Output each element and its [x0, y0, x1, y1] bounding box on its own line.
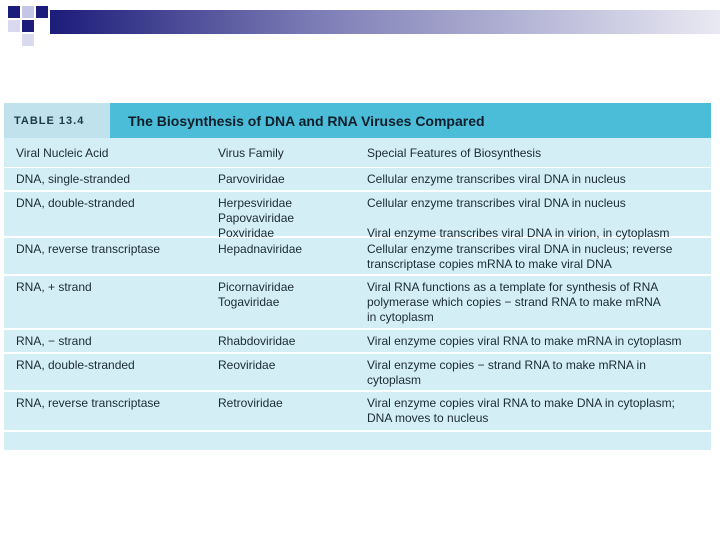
family-name: Parvoviridae — [218, 172, 285, 186]
feature-line — [367, 211, 711, 226]
cell-virus-family — [206, 392, 355, 430]
feature-line: cytoplasm — [367, 373, 422, 387]
feature-line: in cytoplasm — [367, 310, 434, 324]
family-name: Retroviridae — [218, 396, 283, 410]
feature-line: Cellular enzyme transcribes viral DNA in nucleus — [367, 172, 626, 186]
feature-line: DNA moves to nucleus — [367, 411, 489, 425]
family-name: Reoviridae — [218, 358, 276, 372]
decor-square — [22, 34, 34, 46]
table-row — [4, 192, 711, 238]
cell-nucleic-acid: RNA, + strand — [16, 280, 92, 294]
family-name: Herpesviridae — [218, 196, 293, 210]
table-header-row — [4, 138, 711, 168]
table-label: TABLE 13.4 — [4, 103, 110, 138]
cell-features — [355, 168, 711, 190]
cell-virus-family — [206, 168, 355, 190]
feature-line: Cellular enzyme transcribes viral DNA in nucleus — [367, 196, 626, 210]
column-header-acid: Viral Nucleic Acid — [16, 145, 109, 160]
family-name: Picornaviridae — [218, 280, 295, 294]
decor-square — [8, 20, 20, 32]
cell-nucleic-acid: RNA, − strand — [16, 334, 92, 348]
slide-header-bar — [50, 10, 720, 34]
decor-square — [22, 20, 34, 32]
cell-virus-family — [206, 192, 355, 241]
comparison-table — [4, 103, 711, 450]
table-title: The Biosynthesis of DNA and RNA Viruses Compared — [128, 112, 485, 129]
family-name: Rhabdoviridae — [218, 334, 296, 348]
decor-square — [8, 6, 20, 18]
table-row — [4, 392, 711, 432]
family-name: Papovaviridae — [218, 211, 295, 225]
feature-line: Viral enzyme copies viral RNA to make mRNA in cytoplasm — [367, 334, 682, 348]
table-row — [4, 276, 711, 330]
table-row — [4, 168, 711, 192]
cell-nucleic-acid: RNA, reverse transcriptase — [16, 396, 161, 410]
cell-nucleic-acid: DNA, single-stranded — [16, 172, 131, 186]
feature-line: Viral RNA functions as a template for synthesis of RNA — [367, 280, 659, 294]
feature-line: Viral enzyme copies − strand RNA to make mRNA in — [367, 358, 646, 372]
table-row — [4, 354, 711, 392]
cell-virus-family — [206, 354, 355, 390]
cell-features — [355, 238, 711, 274]
decor-square — [22, 6, 34, 18]
column-header-features: Special Features of Biosynthesis — [367, 145, 542, 160]
cell-virus-family — [206, 238, 355, 274]
table-body — [4, 168, 711, 432]
family-name: Poxviridae — [218, 226, 275, 240]
table-row — [4, 330, 711, 354]
family-name: Togaviridae — [218, 295, 280, 309]
feature-line: transcriptase copies mRNA to make viral DNA — [367, 257, 612, 271]
cell-nucleic-acid: DNA, double-stranded — [16, 196, 135, 210]
cell-features — [355, 354, 711, 390]
decor-square — [36, 6, 48, 18]
cell-features — [355, 192, 711, 241]
cell-features — [355, 392, 711, 430]
cell-virus-family — [206, 330, 355, 352]
cell-nucleic-acid: RNA, double-stranded — [16, 358, 135, 372]
cell-features — [355, 330, 711, 352]
table-row — [4, 238, 711, 276]
feature-line: Cellular enzyme transcribes viral DNA in nucleus; reverse — [367, 242, 673, 256]
feature-line: Viral enzyme transcribes viral DNA in virion, in cytoplasm — [367, 226, 670, 240]
cell-features — [355, 276, 711, 328]
feature-line: Viral enzyme copies viral RNA to make DNA in cytoplasm; — [367, 396, 675, 410]
cell-nucleic-acid: DNA, reverse transcriptase — [16, 242, 161, 256]
column-header-family: Virus Family — [218, 145, 284, 160]
cell-virus-family — [206, 276, 355, 328]
table-title-bar — [4, 103, 711, 138]
feature-line: polymerase which copies − strand RNA to make mRNA — [367, 295, 661, 309]
family-name: Hepadnaviridae — [218, 242, 303, 256]
